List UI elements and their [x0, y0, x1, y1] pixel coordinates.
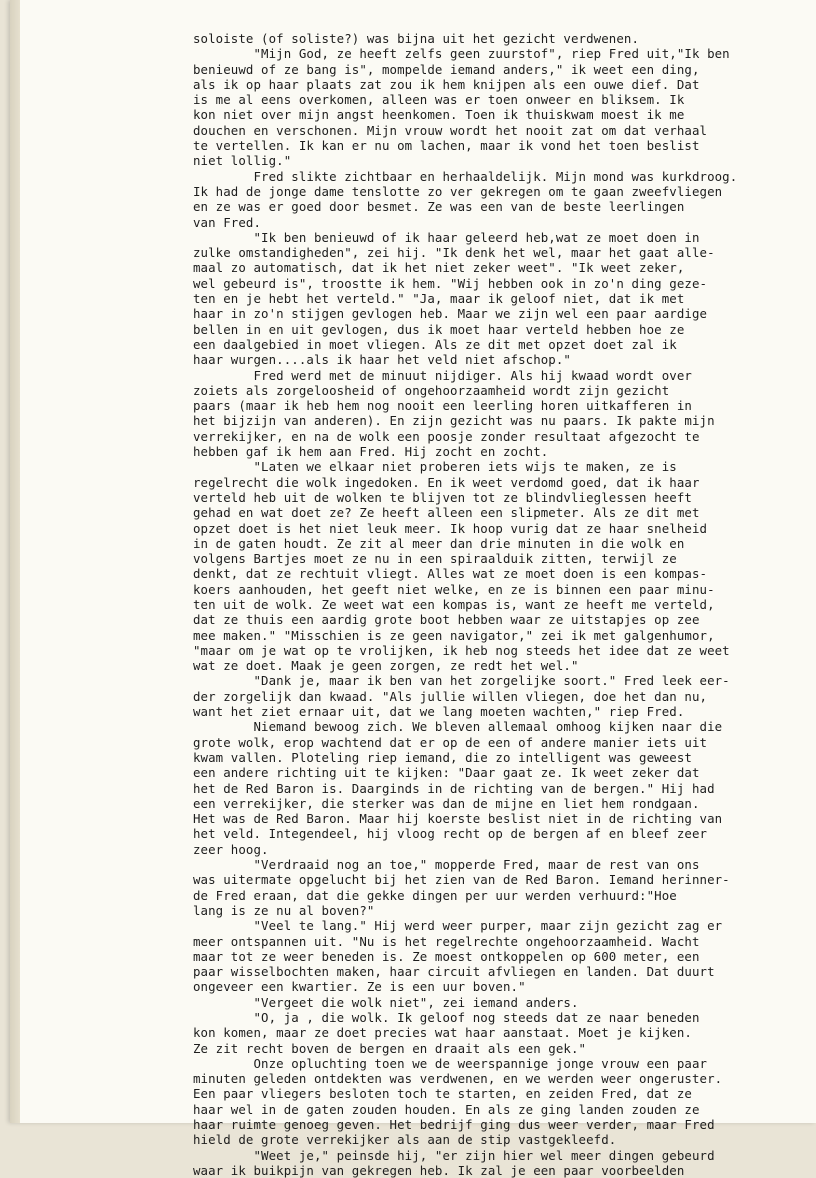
page-edge — [10, 0, 20, 1123]
text-line: wat ze doet. Maak je geen zorgen, ze redt het wel." — [193, 658, 579, 674]
text-line: paars (maar ik heb hem nog nooit een leerling horen uitkafferen in — [193, 398, 692, 414]
text-line: denkt, dat ze rechtuit vliegt. Alles wat ze moet doen is een kompas- — [193, 566, 708, 582]
text-line: een verrekijker, die sterker was dan de mijne en liet hem rondgaan. — [193, 795, 700, 811]
text-line: Een paar vliegers besloten toch te starten, en zeiden Fred, dat ze — [193, 1086, 692, 1102]
text-line: dat ze thuis een aardig grote boot hebben waar ze uitstapjes op zee — [193, 612, 700, 628]
text-line: douchen en verschonen. Mijn vrouw wordt het nooit zat om dat verhaal — [193, 122, 708, 138]
text-line: verteld heb uit de wolken te blijven tot ze blindvlieglessen heeft — [193, 489, 692, 505]
text-line: Ik had de jonge dame tenslotte zo ver gekregen om te gaan zweefvliegen — [193, 183, 723, 199]
text-line: zulke omstandigheden", zei hij. "Ik denk het wel, maar het gaat alle- — [193, 245, 715, 261]
text-line: in de gaten houdt. Ze zit al meer dan drie minuten in die wolk en — [193, 535, 685, 551]
text-line: opzet doet is het niet leuk meer. Ik hoop vurig dat ze haar snelheid — [193, 520, 708, 536]
text-line: haar wurgen....als ik haar het veld niet afschop." — [193, 352, 571, 368]
text-line: Onze opluchting toen we de weerspannige jonge vrouw een paar — [193, 1055, 708, 1071]
text-line: want het ziet ernaar uit, dat we lang moeten wachten," riep Fred. — [193, 704, 685, 720]
typewritten-text-body — [193, 31, 813, 1178]
text-line: was uitermate opgelucht bij het zien van de Red Baron. Iemand herinner- — [193, 872, 730, 888]
text-line: lang is ze nu al boven?" — [193, 902, 375, 918]
text-line: kon komen, maar ze doet precies wat haar aanstaat. Moet je kijken. — [193, 1025, 692, 1041]
text-line: "Vergeet die wolk niet", zei iemand anders. — [193, 994, 579, 1010]
text-line: paar wisselbochten maken, haar circuit afvliegen en landen. Dat duurt — [193, 964, 715, 980]
text-line: een daalgebied in moet vliegen. Als ze dit met opzet doet zal ik — [193, 336, 677, 352]
text-line: "Mijn God, ze heeft zelfs geen zuurstof", riep Fred uit,"Ik ben — [193, 46, 730, 62]
text-line: bellen in en uit gevlogen, dus ik moet haar verteld hebben hoe ze — [193, 321, 685, 337]
text-line: niet lollig." — [193, 153, 292, 169]
text-line: regelrecht die wolk ingedoken. En ik weet verdomd goed, dat ik haar — [193, 474, 700, 490]
text-line: grote wolk, erop wachtend dat er op de een of andere manier iets uit — [193, 734, 708, 750]
text-line: "O, ja , die wolk. Ik geloof nog steeds dat ze naar beneden — [193, 1010, 700, 1025]
text-line: maar tot ze weer beneden is. Ze moest ontkoppelen op 600 meter, een — [193, 948, 700, 964]
text-line: "maar om je wat op te vrolijken, ik heb nog steeds het idee dat ze weet — [193, 642, 730, 658]
text-line: "Laten we elkaar niet proberen iets wijs te maken, ze is — [193, 459, 677, 475]
text-line: te vertellen. Ik kan er nu om lachen, maar ik vond het toen beslist — [193, 138, 700, 154]
text-line: koers aanhouden, het geeft niet welke, en ze is binnen een paar minu- — [193, 581, 715, 597]
text-line: waar ik buikpijn van gekregen heb. Ik zal je een paar voorbeelden — [193, 1162, 685, 1178]
text-line: minuten geleden ontdekten was verdwenen, en we werden weer ongeruster. — [193, 1071, 723, 1087]
text-line: haar in zo'n stijgen gevlogen heb. Maar we zijn wel een paar aardige — [193, 306, 708, 322]
text-line: zoiets als zorgeloosheid of ongehoorzaamheid wordt zijn gezicht — [193, 382, 670, 398]
text-line: het de Red Baron is. Daarginds in de richting van de bergen." Hij had — [193, 780, 715, 796]
text-line: hield de grote verrekijker als aan de stip vastgekleefd. — [193, 1132, 617, 1148]
text-line: de Fred eraan, dat die gekke dingen per uur werden verhuurd:"Hoe — [193, 887, 677, 903]
text-line: haar wel in de gaten zouden houden. En als ze ging landen zouden ze — [193, 1101, 700, 1117]
text-line: het bijzijn van anderen). En zijn gezicht was nu paars. Ik pakte mijn — [193, 413, 715, 429]
text-line: en ze was er goed door besmet. Ze was een van de beste leerlingen — [193, 199, 685, 215]
text-line: "Dank je, maar ik ben van het zorgelijke soort." Fred leek eer- — [193, 673, 730, 689]
text-line: een andere richting uit te kijken: "Daar gaat ze. Ik weet zeker dat — [193, 765, 700, 781]
text-line: kwam vallen. Ploteling riep iemand, die zo intelligent was geweest — [193, 749, 692, 765]
text-line: zeer hoog. — [193, 841, 269, 857]
text-line: "Weet je," peinsde hij, "er zijn hier wel meer dingen gebeurd — [193, 1147, 715, 1163]
text-line: volgens Bartjes moet ze nu in een spiraalduik zitten, terwijl ze — [193, 551, 677, 567]
text-line: hebben gaf ik hem aan Fred. Hij zocht en zocht. — [193, 444, 549, 460]
text-line: der zorgelijk dan kwaad. "Als jullie willen vliegen, doe het dan nu, — [193, 688, 708, 704]
text-line: "Verdraaid nog an toe," mopperde Fred, maar de rest van ons — [193, 857, 700, 873]
text-line: het veld. Integendeel, hij vloog recht op de bergen af en bleef zeer — [193, 826, 708, 842]
text-line: "Ik ben benieuwd of ik haar geleerd heb,wat ze moet doen in — [193, 229, 700, 245]
text-line: Het was de Red Baron. Maar hij koerste beslist niet in de richting van — [193, 811, 723, 827]
text-line: Ze zit recht boven de bergen en draait als een gek." — [193, 1040, 587, 1056]
text-line: gehad en wat doet ze? Ze heeft alleen een slipmeter. Als ze dit met — [193, 505, 700, 521]
text-line: Niemand bewoog zich. We bleven allemaal omhoog kijken naar die — [193, 719, 723, 735]
text-line: als ik op haar plaats zat zou ik hem knijpen als een ouwe dief. Dat — [193, 76, 700, 92]
text-line: Fred werd met de minuut nijdiger. Als hij kwaad wordt over — [193, 367, 692, 383]
text-line: ten en je hebt het verteld." "Ja, maar ik geloof niet, dat ik met — [193, 291, 685, 307]
text-line: ongeveer een kwartier. Ze is een uur boven." — [193, 979, 526, 995]
text-line: benieuwd of ze bang is", mompelde iemand anders," ik weet een ding, — [193, 61, 700, 77]
text-line: meer ontspannen uit. "Nu is het regelrechte ongehoorzaamheid. Wacht — [193, 933, 700, 949]
text-line: soloiste (of soliste?) was bijna uit het gezicht verdwenen. — [193, 31, 640, 46]
text-line: "Veel te lang." Hij werd weer purper, maar zijn gezicht zag er — [193, 918, 723, 934]
text-line: wel gebeurd is", troostte ik hem. "Wij hebben ook in zo'n ding geze- — [193, 275, 708, 291]
typed-page — [10, 0, 816, 1178]
text-line: kon niet over mijn angst heenkomen. Toen ik thuiskwam moest ik me — [193, 107, 685, 123]
text-line: mee maken." "Misschien is ze geen navigator," zei ik met galgenhumor, — [193, 627, 715, 643]
text-line: ten uit de wolk. Ze weet wat een kompas is, want ze heeft me verteld, — [193, 596, 715, 612]
text-line: maal zo automatisch, dat ik het niet zeker weet". "Ik weet zeker, — [193, 260, 685, 276]
text-line: van Fred. — [193, 214, 262, 230]
text-line: haar ruimte genoeg geven. Het bedrijf ging dus weer verder, maar Fred — [193, 1117, 715, 1133]
text-line: verrekijker, en na de wolk een poosje zonder resultaat afgezocht te — [193, 428, 700, 444]
text-line: Fred slikte zichtbaar en herhaaldelijk. Mijn mond was kurkdroog. — [193, 168, 738, 184]
text-line: is me al eens overkomen, alleen was er toen onweer en bliksem. Ik — [193, 92, 685, 108]
